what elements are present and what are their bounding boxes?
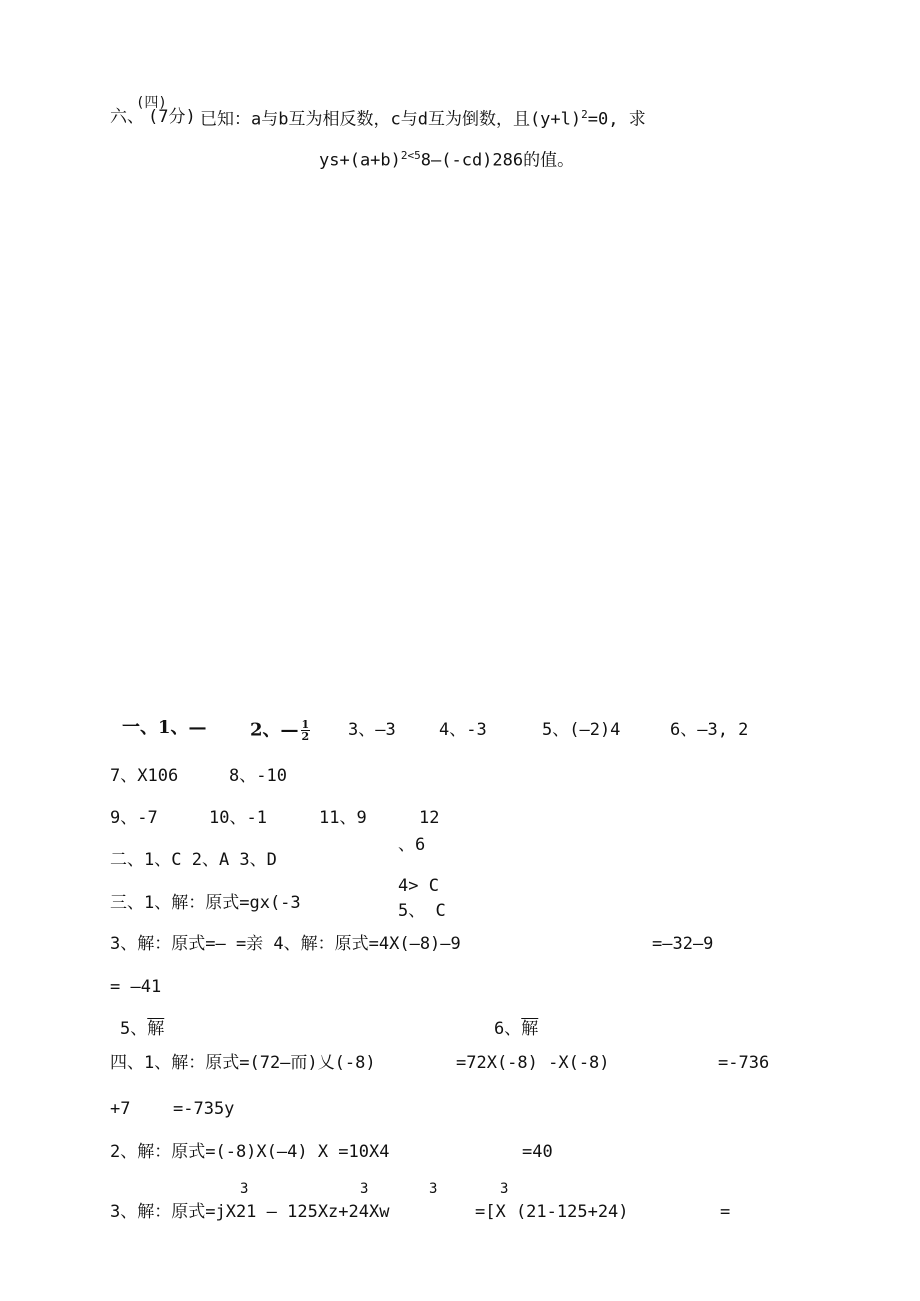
clipped-line-text: 5、 C — [398, 901, 446, 921]
fraction-denominator: 2 — [301, 730, 310, 743]
answer-part-3-q5 — [120, 1021, 164, 1038]
answer-1-6: 6、—3, 2 — [670, 720, 749, 740]
answer-part-3-q6 — [494, 1021, 538, 1038]
superscript-denominator-b: 3 — [360, 1181, 369, 1197]
answer-1-12: 12 — [419, 808, 440, 828]
question-number: 六、 — [110, 107, 144, 127]
answer-part-3-q5-num: 5、 — [120, 1019, 148, 1039]
question-line-1-end: =0, 求 — [587, 109, 646, 130]
answer-part-4-q3-equals: = — [720, 1202, 731, 1222]
answer-part-4-q1-step2: =72X(-8) -X(-8) — [456, 1053, 610, 1073]
question-line-2-exponent: 2<5 — [400, 149, 421, 162]
answer-part-2: 二、1、C 2、A 3、D — [110, 850, 277, 870]
answer-part-3-q4-final: = —41 — [110, 977, 162, 997]
answer-part-3-q6-num: 6、 — [494, 1019, 522, 1039]
question-line-2 — [319, 150, 574, 170]
question-line-2-start: ys+(a+b) — [319, 150, 401, 171]
superscript-denominator-c: 3 — [429, 1181, 438, 1197]
answer-part-4-q2: 2、解：原式=(-8)X(—4) X =10X4 — [110, 1142, 390, 1162]
answer-1-9: 9、-7 — [110, 808, 158, 828]
answer-part-4-q2-result: =40 — [522, 1142, 553, 1162]
answer-1-2 — [250, 719, 310, 742]
answer-part-3-q1: 三、1、解：原式=gx(-3 — [110, 893, 301, 913]
answer-part-4-q3: 3、解：原式=jX21 — 125Xz+24Xw — [110, 1202, 390, 1222]
superscript-denominator-a: 3 — [240, 1181, 249, 1197]
answer-1-12-value: 、6 — [398, 835, 426, 855]
answer-part-4-q1: 四、1、解：原式=(72—而)乂(-8) — [110, 1053, 376, 1073]
question-line-1-exponent: 2 — [581, 108, 588, 121]
answer-1-1: 一、1、— — [122, 717, 207, 738]
answer-1-4: 4、-3 — [439, 720, 487, 740]
answer-1-10: 10、-1 — [209, 808, 267, 828]
answer-part-3-q3: 3、解：原式=— =亲 4、解：原式=4X(—8)—9 — [110, 934, 461, 954]
superscript-denominator-d: 3 — [500, 1181, 509, 1197]
answer-part-3-q5-jie: 解 — [147, 1019, 165, 1039]
answer-1-2-text: 2、— — [250, 719, 299, 741]
answer-1-8: 8、-10 — [229, 766, 287, 786]
answer-2-4: 4> C — [398, 876, 439, 896]
question-line-1-main: 已知：a与b互为相反数，c与d互为倒数，且(y+l) — [200, 109, 582, 130]
answer-part-4-q1-step4: +7 — [110, 1099, 131, 1119]
answer-part-4-q1-step3: =-736 — [718, 1053, 770, 1073]
question-score: (7分) — [148, 107, 196, 127]
section-superscript: (四) — [136, 95, 167, 111]
clipped-line — [398, 901, 478, 921]
question-line-2-end: 8—(-cd)286的值。 — [420, 150, 575, 171]
fraction-one-half — [301, 719, 311, 742]
answer-part-3-q6-jie: 解 — [521, 1019, 539, 1039]
answer-part-4-q1-final: =-735y — [173, 1099, 235, 1119]
answer-part-3-q4-result: =—32—9 — [652, 934, 714, 954]
fraction-numerator: 1 — [301, 718, 310, 731]
answer-1-3: 3、—3 — [348, 720, 396, 740]
answer-1-5: 5、(—2)4 — [542, 720, 621, 740]
answer-1-7: 7、X106 — [110, 766, 179, 786]
answer-1-11: 11、9 — [319, 808, 367, 828]
question-line-1 — [200, 109, 646, 129]
answer-part-4-q3-step: =[X (21-125+24) — [475, 1202, 629, 1222]
